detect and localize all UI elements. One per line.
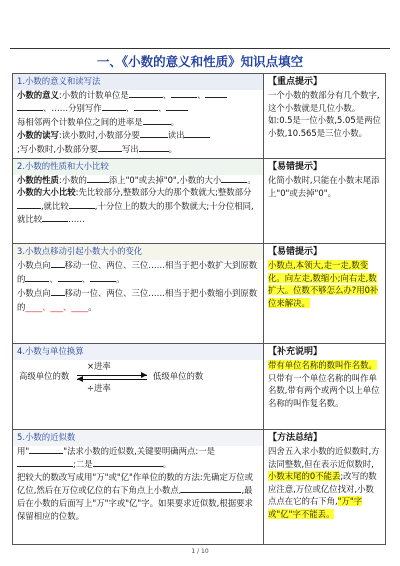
section-2-tip-text: 化简小数时,只能在小数末尾添上"0"或去掉"0"。 (268, 175, 380, 198)
section-3-content (13, 244, 264, 343)
section-5 (13, 430, 385, 544)
section-2-text: 小数的性质:小数的 添上"0"或去掉"0",小数的大小 。 小数的大小比较:先比较部分,整数部分大的那个数就大;整数部分,就比较 ,十分位上的数大的那个数就大;十分位相同,就比较 …… (17, 174, 256, 225)
section-5-heading: 5.小数的近似数 (17, 432, 76, 442)
section-3-tip (264, 244, 385, 343)
section-1-tip (264, 74, 385, 158)
section-1-heading: 1.小数的意义和读写法 (17, 76, 101, 86)
page-title: 一、《小数的意义和性质》知识点填空 (96, 54, 304, 69)
section-4-tip-text: 只带有一个单位名称的叫作单名数,带有两个或两个以上单位名称的叫作复名数。 (268, 372, 380, 408)
section-5-tip (264, 430, 385, 544)
section-2 (13, 159, 385, 244)
multiply-label: ×进率 (87, 360, 111, 371)
divide-label: ÷进率 (87, 382, 111, 393)
section-5-text: 用" "法求小数的近似数,关键要明确两点:一是;二是 。 把较大的数改写成用"万"或"亿"作单位的数的方法:先确定万位或亿位,然后在万位或亿位的右下角点上小数点, ,最后在小数的后面写上"万"字或"亿"字。如果要求近似数,根据要求保留相应的位数。 (17, 445, 253, 521)
section-4-tip-title: 【补充说明】 (268, 347, 323, 357)
left-arrow (77, 379, 147, 380)
section-5-tip-text: 四舍五入求小数的近似数时,方法同整数,但在表示近似数时,小数末尾的0不能丢;改写的数应注意,万位或亿位找对,小数点点在它的右下角,"万"字或"亿"字不能丢。 (268, 446, 380, 519)
knowledge-table (12, 73, 386, 545)
section-5-tip-title: 【方法总结】 (268, 433, 323, 443)
section-2-tip (264, 159, 385, 243)
section-2-heading: 2.小数的性质和大小比较 (17, 161, 109, 171)
section-1-tip-title: 【重点提示】 (268, 77, 323, 87)
section-4-content (13, 344, 264, 429)
section-3-tip-title: 【易错提示】 (268, 247, 323, 257)
section-3-tip-text: 小数点,本领大,走一走,数变化。向左走,数缩小;向右走,数扩大。位数不够怎么办?用0补位来解决。 (268, 260, 379, 308)
section-4-heading: 4.小数与单位换算 (17, 346, 84, 356)
high-unit-label: 高级单位的数 (19, 370, 70, 381)
section-3-text: 小数点向 移动一位、两位、三位……相当于把小数扩大到原数的 、 、 。 小数点向 移动一位、两位、三位……相当于把小数缩小到原数的____、___、____。 (17, 259, 258, 312)
section-1 (13, 74, 385, 159)
section-3-heading: 3.小数点移动引起小数大小的变化 (17, 246, 143, 256)
section-2-tip-title: 【易错提示】 (268, 162, 323, 172)
section-3-red-blanks: ____、___、____ (25, 301, 89, 312)
section-1-tip-text: 一个小数的数部分有几个数字,这个小数就是几位小数。如:0.5是一位小数,5.05是两位小数,10.565是三位小数。 (268, 90, 381, 138)
section-4-tip (264, 344, 385, 429)
section-1-text: 小数的意义:小数的计数单位是 、 、 、……分别写作 、 、 每相邻两个计数单位之间的进率是 。 小数的读写:读小数时,小数部分要 读出 ;写小数时,小数部分要 写出 。 (17, 88, 259, 156)
section-1-content (13, 74, 264, 158)
section-2-content (13, 159, 264, 243)
low-unit-label: 低级单位的数 (153, 370, 204, 381)
unit-conversion-diagram (17, 358, 259, 402)
section-4-tip-highlight: 带有单位名称的数叫作名数。 (268, 360, 377, 370)
section-5-content (13, 430, 264, 544)
right-arrow (77, 375, 147, 376)
top-rule (10, 48, 390, 49)
section-4 (13, 344, 385, 430)
section-3 (13, 244, 385, 344)
page-number: 1 / 10 (191, 548, 209, 555)
